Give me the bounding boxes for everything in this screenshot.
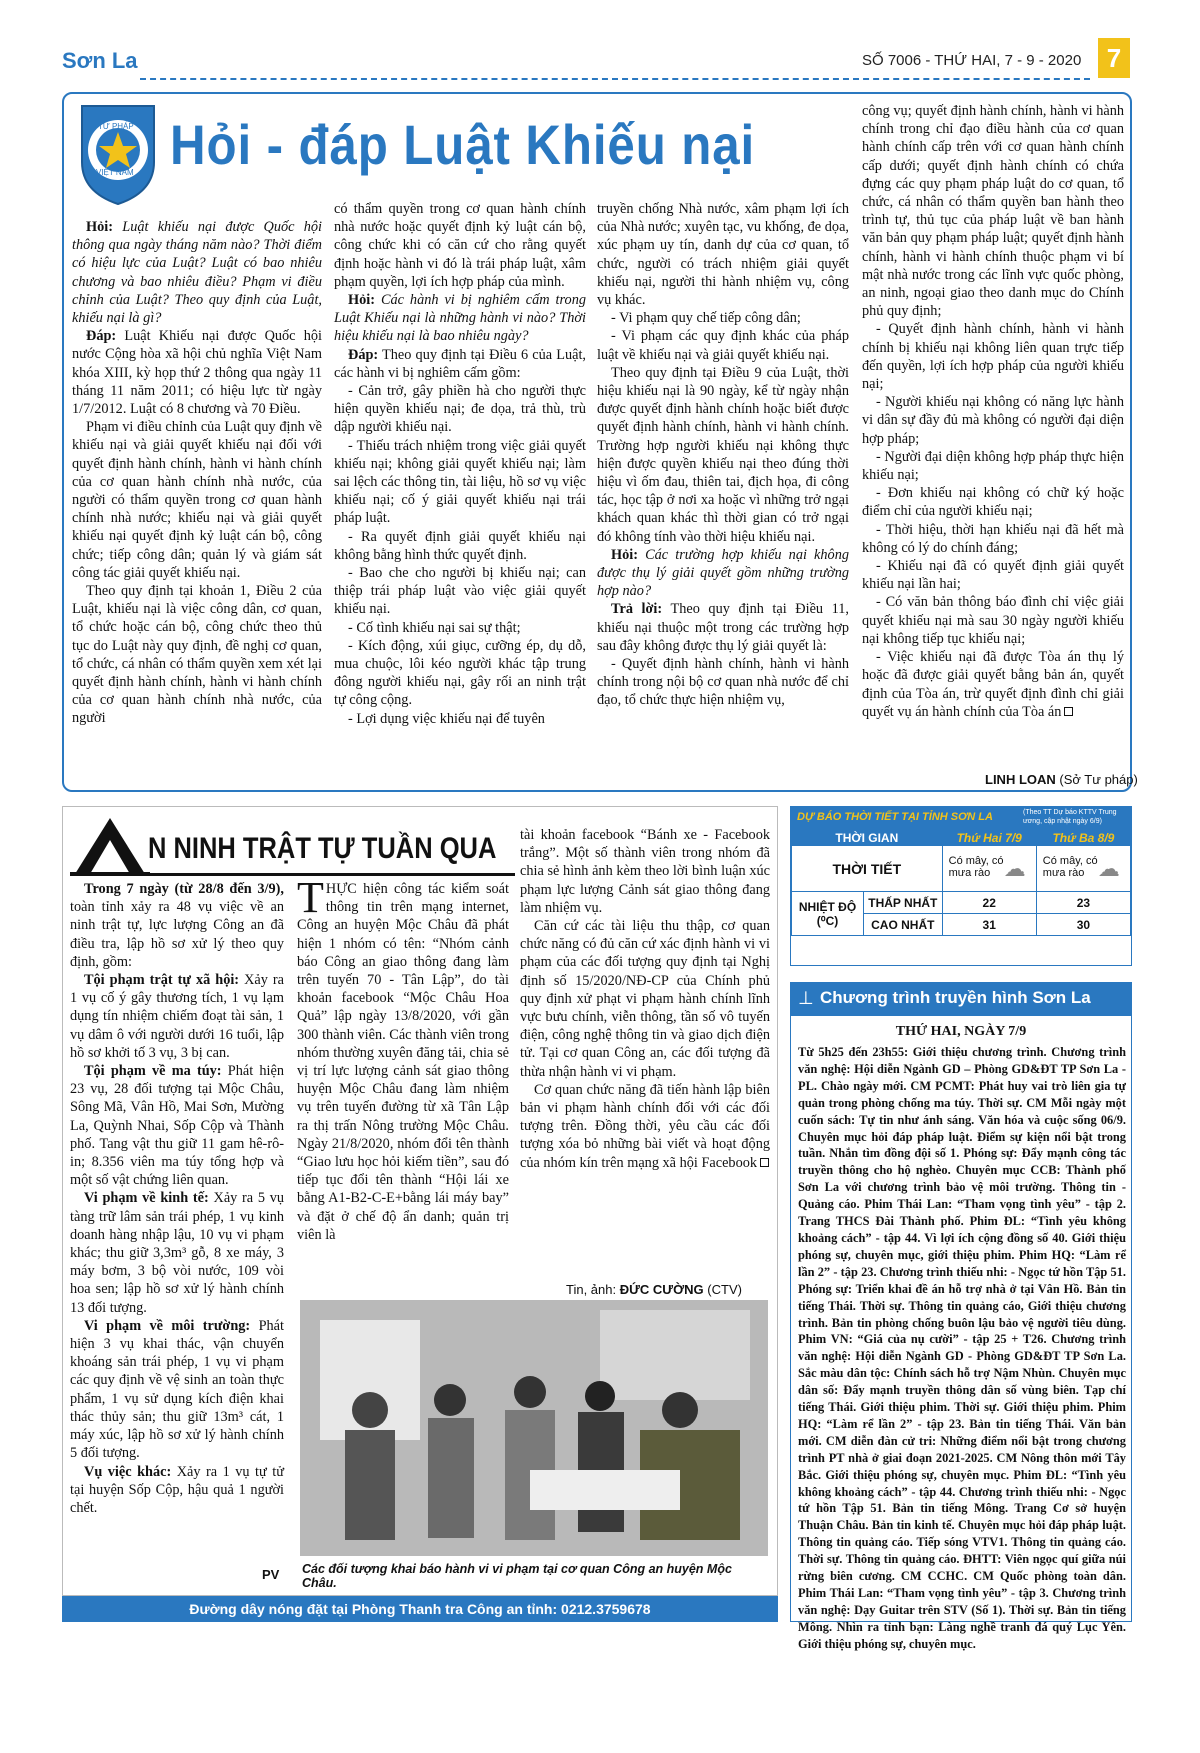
- high-label: CAO NHẤT: [864, 914, 943, 936]
- paragraph-text: - Thiếu trách nhiệm trong việc giải quyết khiếu nại; không giải quyết khiếu nại; làm sai lệch các thông tin, tài liệu, hồ sơ vụ việc khiếu nại; cố ý giải quyết khiếu nại trái pháp luật.: [334, 437, 586, 527]
- paragraph-text: Phạm vi điều chỉnh của Luật quy định về khiếu nại và giải quyết khiếu nại đối với quyết định hành chính, hành vi hành chính của cơ quan hành chính nhà nước, của người có thẩm quyền trong cơ quan hành chính nhà nước; khiếu nại và giải quyết khiếu nại quyết định kỷ luật cán bộ, công chức; tiếp công dân; quản lý và giám sát công tác giải quyết khiếu nại.: [72, 419, 322, 581]
- anninh-col2: [297, 873, 509, 1244]
- end-mark-icon: [1064, 707, 1073, 716]
- high1: 31: [942, 914, 1036, 936]
- col-time: THỜI GIAN: [792, 830, 943, 846]
- anninh-title-text: N NINH TRẬT TỰ TUẦN QUA: [148, 832, 497, 865]
- tu-phap-emblem: [76, 102, 160, 206]
- paragraph-lead: Đáp:: [348, 346, 379, 363]
- tv-body: Từ 5h25 đến 23h55: Giới thiệu chương trình. Chương trình văn nghệ: Hội diễn Ngành GD – Phòng GD&ĐT TP Sơn La - PL. Chào ngày mới. CM PCMT: Phát huy vai trò liên gia tự quản trong phòng chống ma túy. Thời sự. CM Mỗi ngày một cuốn sách: Tự tin như ánh sáng. Văn hóa và cuộc sống 06/9. Chuyên mục hỏi đáp pháp luật. Điểm sự kiện nổi bật trong tuần. Nhắn tìm đồng đội số 1. Phóng sự: Đẩy mạnh công tác truyền thông cho hộ nghèo. Chuyên mục CCB: Thành phố Sơn La với chương trình bảo vệ môi trường. Thông tin - Quảng cáo. Phim Thái Lan: “Tham vọng tình yêu” - tập 2. Trang THCS Đài Thành phố. Phim ĐL: “Tình yêu không khoảng cách” - tập 44. Vì lợi ích cộng đồng số 40. Giới thiệu phóng sự, chuyên mục, giới thiệu phim. Phim HQ: “Làm rể lần 2” - tập 23. Chương trình thiếu nhi: - Ngọc tứ hồn Tập 51. Phóng sự: Triển khai đề án hỗ trợ nhà ở tại Vân Hồ. Bản tin tiếng Thái. Thời sự. Thông tin quảng cáo, Giới thiệu chương trình. Bản tin phòng chống buôn lậu bảo vệ người tiêu dùng. Phim VN: “Giá của nụ cười” - tập 25 + T26. Chương trình văn nghệ: Hội diễn Ngành GD - Phòng GD&ĐT TP Sơn La. Sắc màu dân tộc: Chính sách hỗ trợ Nậm Nhùn. Chuyên mục dân số: Đẩy mạnh truyền thông dân số vùng biên. Tạp chí tiếng Thái. Giới thiệu phim. Thời sự. Giới thiệu phim. Phim HQ: “Làm rể lần 2” - tập 23. Bản tin tiếng Thái. Văn bản mới. CM diễn đàn cử tri: Những điểm nổi bật trong chương trình PT nhà ở giai đoạn 2021-2025. CM Nông thôn mới Tây Bắc. Giới thiệu phóng sự, chuyên mục. Phim ĐL: “Tình yêu không khoảng cách” - tập 44. Chương trình thiếu nhi: - Ngọc tứ hồn Tập 51. Bản tin tiếng Mông. Trang Cơ sở huyện Thuận Châu. Bản tin kinh tế. Chuyên mục hỏi đáp pháp luật. Thông tin quảng cáo. Tiếp sóng VTV1. Thông tin quảng cáo. Thời sự. Thông tin quảng cáo. ĐHTT: Viên ngọc quí giữa núi rừng biên cương. CM CCHC. CM Quốc phòng toàn dân. Phim Thái Lan: “Tham vọng tình yêu” - tập 3. Chương trình văn nghệ: Dạy Guitar trên STV (Số 1). Thời sự. Bản tin tiếng Mông. Nhìn ra tỉnh bạn: Làng nghề tranh đá quý Lục Yên. Giới thiệu phóng sự, chuyên mục.: [798, 1045, 1126, 1651]
- paragraph-text: - Đơn khiếu nại không có chữ ký hoặc điểm chỉ của người khiếu nại;: [862, 485, 1124, 520]
- photo-credit: [566, 1282, 742, 1297]
- paragraph-text: Theo quy định tại Điều 11, khiếu nại thuộc một trong các trường hợp sau đây không được thụ lý giải quyết là:: [597, 601, 849, 654]
- paragraph: [334, 437, 586, 528]
- paragraph: [334, 382, 586, 437]
- paragraph: [334, 200, 586, 291]
- paragraph: [597, 655, 849, 710]
- paragraph: [334, 346, 586, 382]
- paragraph: [862, 393, 1124, 448]
- article1-col1: [72, 218, 322, 728]
- paragraph-lead: Hỏi:: [86, 219, 114, 235]
- paragraph: [334, 564, 586, 619]
- issue-info: SỐ 7006 - THỨ HAI, 7 - 9 - 2020: [862, 52, 1082, 69]
- paragraph-text: Căn cứ các tài liệu thu thập, cơ quan chức năng có đủ căn cứ xác định hành vi vi phạm của các đối tượng quy định tại Nghị định số 15/2020/NĐ-CP của Chính phủ quy định xử phạt vi phạm hành chính lĩnh vực bưu chính, viễn thông, tần số vô tuyến điện, công nghệ thông tin và giao dịch điện tử. Tại cơ quan Công an, các đối tượng đã thừa nhận hành vi vi phạm.: [520, 918, 770, 1080]
- paragraph-text: Xảy ra 1 vụ tự tử tại huyện Sốp Cộp, hậu quả 1 người chết.: [70, 1463, 284, 1516]
- paragraph-lead: Vi phạm về môi trường:: [84, 1317, 251, 1334]
- article1-col4: [862, 102, 1124, 721]
- paragraph: [862, 320, 1124, 393]
- paragraph-lead: Trả lời:: [611, 601, 663, 618]
- paragraph: [334, 528, 586, 564]
- weather-title: DỰ BÁO THỜI TIẾT TẠI TỈNH SƠN LA: [797, 811, 993, 823]
- paragraph-text: toàn tỉnh xảy ra 48 vụ việc về an ninh trật tự, lực lượng Công an đã điều tra, lập hồ sơ xử lý theo quy định, gồm:: [70, 899, 284, 970]
- paragraph-lead: Hỏi:: [611, 546, 639, 563]
- day2: Thứ Ba 8/9: [1036, 830, 1130, 846]
- cond1: Có mây, có mưa rào: [948, 855, 1004, 879]
- article1-col3: [597, 200, 849, 710]
- header-rule: [140, 78, 1090, 80]
- hotline-bar: Đường dây nóng đặt tại Phòng Thanh tra Công an tỉnh: 0212.3759678: [62, 1596, 778, 1622]
- paragraph-text: - Ra quyết định giải quyết khiếu nại không bằng hình thức quyết định.: [334, 528, 586, 563]
- author-org: (Sở Tư pháp): [1059, 772, 1138, 787]
- paragraph-text: Theo quy định tại Điều 6 của Luật, các hành vi bị nghiêm cấm gồm:: [334, 346, 586, 381]
- paragraph: [70, 1189, 284, 1316]
- paragraph-question: Luật khiếu nại được Quốc hội thông qua ngày tháng năm nào? Thời điểm có hiệu lực của Luật? Luật có bao nhiêu chương và bao nhiêu điều? Phạm vi điều chỉnh của Luật? Theo quy định của Luật, khiếu nại là gì?: [72, 219, 322, 327]
- cloud-rain-icon: ☁: [1097, 856, 1120, 881]
- paragraph-text: - Cản trở, gây phiền hà cho người thực hiện quyền khiếu nại; đe dọa, trả thù, trù dập người khiếu nại.: [334, 383, 586, 436]
- anninh-col3: [520, 826, 770, 1172]
- paragraph-lead: Đáp:: [86, 328, 117, 345]
- paragraph: [597, 364, 849, 546]
- paragraph: [862, 102, 1124, 320]
- credit-name: ĐỨC CƯỜNG: [619, 1282, 704, 1297]
- news-photo: [300, 1300, 768, 1556]
- paragraph: [862, 448, 1124, 484]
- paragraph-lead: Trong 7 ngày (từ 28/8 đến 3/9),: [84, 881, 284, 897]
- paragraph: [520, 826, 770, 917]
- paragraph-lead: Vi phạm về kinh tế:: [84, 1190, 209, 1207]
- weather-source: (Theo TT Dự báo KTTV Trung ương, cập nhật ngày 6/9): [1023, 809, 1117, 825]
- paragraph-question: Các trường hợp khiếu nại không được thụ lý giải quyết gồm những trường hợp nào?: [597, 546, 849, 600]
- paragraph-text: - Quyết định hành chính, hành vi hành chính bị khiếu nại không liên quan trực tiếp đến quyền, lợi ích hợp pháp của người khiếu nại;: [862, 321, 1124, 393]
- paragraph: [72, 218, 322, 327]
- paragraph-text: Cơ quan chức năng đã tiến hành lập biên bản vi phạm hành chính đối với các đối tượng trên. Đồng thời, yêu cầu các đối tượng xóa bỏ những bài viết và hoạt động của nhóm kín trên mạng xã hội Facebook: [520, 1081, 770, 1171]
- paragraph-text: có thẩm quyền trong cơ quan hành chính nhà nước hoặc quyết định kỷ luật cán bộ, công chức khi có căn cứ cho rằng quyết định hoặc hành vi đó là trái pháp luật, xâm phạm quyền, lợi ích hợp pháp của mình.: [334, 201, 586, 290]
- weather-box: [790, 806, 1132, 966]
- emblem-text-top: TƯ PHÁP: [98, 122, 134, 131]
- article1-byline: [985, 772, 1138, 787]
- photo-caption: Các đối tượng khai báo hành vi vi phạm tại cơ quan Công an huyện Mộc Châu.: [302, 1562, 732, 1590]
- anninh-title: [70, 816, 520, 876]
- paragraph: [334, 637, 586, 710]
- paragraph-text: - Việc khiếu nại đã được Tòa án thụ lý hoặc đã được giải quyết bằng bản án, quyết định của Tòa án, trừ quyết định đình chỉ giải quyết vụ án hành chính của Tòa án: [862, 649, 1124, 720]
- paragraph: [862, 593, 1124, 648]
- paragraph: [334, 619, 586, 637]
- paragraph-text: - Kích động, xúi giục, cưỡng ép, dụ dỗ, mua chuộc, lôi kéo người khác tập trung đông người khiếu nại, gây rối an ninh trật tự công cộng.: [334, 637, 586, 709]
- paragraph-text: - Khiếu nại đã có quyết định giải quyết khiếu nại lần hai;: [862, 558, 1124, 593]
- col2-text: HỰC hiện công tác kiểm soát thông tin trên mạng internet, Công an huyện Mộc Châu đã phát hiện 1 nhóm có tên: “Nhóm cảnh báo Công an giao thông đang làm trên tuyến 70 - Tân Lập”, do tài khoản facebook “Mộc Châu Hoa Quả” lập ngày 13/8/2020, với gần 300 thành viên. Các thành viên trong nhóm thường xuyên đăng tải, chia sẻ vị trí lực lượng cảnh sát giao thông huyện Mộc Châu đang làm nhiệm vụ trên tuyến đường từ xã Tân Lập ra thị trấn Nông trường Mộc Châu. Ngày 21/8/2020, nhóm đổi tên thành “Giao lưu học hỏi kiếm tiền”, sau đó tiếp tục đổi tên thành “Hội lái xe bằng A1-B2-C-E+bằng lái máy bay” và đặt ở chế độ ẩn danh; quản trị viên là: [297, 881, 509, 1243]
- paragraph: [597, 309, 849, 327]
- high2: 30: [1036, 914, 1130, 936]
- emblem-text-bottom: VIỆT NAM: [96, 168, 134, 177]
- paragraph: [72, 582, 322, 728]
- paragraph-text: - Quyết định hành chính, hành vi hành chính trong nội bộ cơ quan nhà nước để chỉ đạo, tổ chức thực hiện nhiệm vụ,: [597, 656, 849, 709]
- paragraph: [862, 648, 1124, 721]
- paragraph-text: - Bao che cho người bị khiếu nại; can thiệp trái pháp luật vào việc giải quyết khiếu nại.: [334, 565, 586, 618]
- low1: 22: [942, 892, 1036, 914]
- article1-col2: [334, 200, 586, 728]
- end-mark-icon: [760, 1158, 769, 1167]
- paragraph: [72, 418, 322, 582]
- paragraph: [334, 710, 586, 728]
- paragraph-text: - Vi phạm các quy định khác của pháp luật về khiếu nại và giải quyết khiếu nại.: [597, 328, 849, 363]
- paragraph-text: truyền chống Nhà nước, xâm phạm lợi ích của Nhà nước; xuyên tạc, vu khống, đe dọa, xúc phạm uy tín, danh dự của cơ quan, tổ chức, người có trách nhiệm giải quyết khiếu nại, người thi hành nhiệm vụ, công vụ khác.: [597, 201, 849, 309]
- paragraph: [862, 557, 1124, 593]
- paragraph-text: - Người đại diện không hợp pháp thực hiện khiếu nại;: [862, 448, 1124, 484]
- paragraph-lead: Vụ việc khác:: [84, 1463, 172, 1480]
- cloud-rain-icon: ☁: [1003, 856, 1026, 881]
- low-label: THẤP NHẤT: [864, 892, 943, 914]
- paragraph: [334, 291, 586, 346]
- paragraph: [72, 327, 322, 418]
- paragraph: [597, 200, 849, 309]
- row-temp: NHIỆT ĐỘ (⁰C): [792, 892, 864, 936]
- paragraph: [597, 327, 849, 363]
- credit-label: Tin, ảnh:: [566, 1282, 617, 1297]
- paragraph-text: - Vi phạm quy chế tiếp công dân;: [611, 310, 801, 327]
- paragraph-text: - Thời hiệu, thời hạn khiếu nại đã hết mà không có lý do chính đáng;: [862, 521, 1124, 556]
- credit-org: (CTV): [707, 1282, 742, 1297]
- paragraph: [520, 1081, 770, 1172]
- paragraph-question: Các hành vi bị nghiêm cấm trong Luật Khiếu nại là những hành vi nào? Thời hiệu khiếu nại là bao nhiêu ngày?: [334, 292, 586, 345]
- paragraph-text: - Lợi dụng việc khiếu nại để tuyên: [348, 710, 545, 727]
- paragraph-text: Phát hiện 3 vụ khai thác, vận chuyển khoáng sản trái phép, 1 vụ vi phạm các quy định về vệ sinh an toàn thực phẩm, 1 vụ sử dụng kích điện khai thác thủy sản; thu giữ 13m³ cát, 1 máy xúc, lập hồ sơ xử lý hành chính 5 đối tượng.: [70, 1317, 284, 1462]
- dropcap: T: [297, 873, 324, 922]
- paragraph: [70, 1062, 284, 1189]
- paragraph: [70, 1317, 284, 1463]
- page-number: 7: [1098, 38, 1130, 78]
- paragraph: [70, 1463, 284, 1518]
- paragraph-lead: Tội phạm trật tự xã hội:: [84, 972, 240, 989]
- paragraph: [597, 600, 849, 655]
- paragraph-text: Theo quy định tại Điều 9 của Luật, thời hiệu khiếu nại là 90 ngày, kể từ ngày nhận được quyết định hành chính hoặc biết được quyết định hành chính, hành vi hành chính. Trường hợp người khiếu nại không thực hiện được quyền khiếu nại theo đúng thời hiệu vì ốm đau, thiên tai, địch họa, đi công tác, học tập ở nơi xa hoặc vì những trở ngại khách quan khác thì thời gian có trở ngại đó không tính vào thời hiệu khiếu nại.: [597, 364, 849, 545]
- day1: Thứ Hai 7/9: [942, 830, 1036, 846]
- paragraph-text: tài khoản facebook “Bánh xe - Facebook trắng”. Một số thành viên trong nhóm đã chia sẻ hình ảnh kèm theo lời bình luận xúc phạm lực lượng Cảnh sát giao thông đang làm nhiệm vụ.: [520, 827, 770, 916]
- tv-date: THỨ HAI, NGÀY 7/9: [895, 1024, 1027, 1039]
- paragraph-lead: Tội phạm về ma túy:: [84, 1063, 222, 1080]
- article1-title: Hỏi - đáp Luật Khiếu nại: [170, 113, 756, 176]
- paragraph-text: Luật Khiếu nại được Quốc hội nước Cộng hòa xã hội chủ nghĩa Việt Nam khóa XIII, kỳ họp thứ 2 thông qua ngày 11 tháng 11 năm 2011; có hiệu lực từ ngày 1/7/2012. Luật có 8 chương và 70 Điều.: [72, 328, 322, 418]
- anninh-col1-author: PV: [262, 1567, 280, 1582]
- paragraph-text: Xảy ra 5 vụ tàng trữ lâm sản trái phép, 1 vụ kinh doanh hàng nhập lậu, 10 vụ vi phạm khác; thu giữ 3,3m³ gỗ, 8 xe máy, 3 máy bơm, 3 bộ vòi nước, 109 vòi hoa sen; lập hồ sơ xử lý hành chính 13 đối tượng.: [70, 1190, 285, 1316]
- paragraph-text: - Người khiếu nại không có năng lực hành vi dân sự đầy đủ mà không có người đại diện hợp pháp;: [862, 394, 1124, 447]
- anninh-title-underline: [70, 873, 515, 876]
- row-weather: THỜI TIẾT: [792, 846, 943, 892]
- paragraph: [597, 546, 849, 601]
- antenna-icon: ⊥: [798, 988, 814, 1008]
- paragraph: [862, 484, 1124, 520]
- paragraph-text: Theo quy định tại khoản 1, Điều 2 của Luật, khiếu nại là việc công dân, cơ quan, tổ chức hoặc cán bộ, công chức theo thủ tục do Luật này quy định, đề nghị cơ quan, tổ chức, cá nhân có thẩm quyền xem xét lại quyết định hành chính, hành vi hành chính của cơ quan hành chính nhà nước, của người: [72, 583, 322, 727]
- tv-title: Chương trình truyền hình Sơn La: [820, 988, 1091, 1007]
- paragraph-text: Phát hiện 23 vụ, 28 đối tượng tại Mộc Châu, Sông Mã, Vân Hồ, Mai Sơn, Mường La, Quỳnh Nhai, Sốp Cộp và Thành phố. Tang vật thu giữ 11 gam hê-rô-in; 8.356 viên ma túy tổng hợp và một số vật chứng liên quan.: [70, 1063, 284, 1189]
- paragraph-text: Xảy ra 1 vụ cố ý gây thương tích, 1 vụ lạm dụng tín nhiệm chiếm đoạt tài sản, 1 vụ dâm ô với người dưới 16 tuổi, lập hồ sơ khởi tố 3 vụ, 3 bị can.: [70, 972, 284, 1061]
- paragraph: [70, 971, 284, 1062]
- anninh-col1: [70, 880, 284, 1517]
- low2: 23: [1036, 892, 1130, 914]
- paragraph-text: - Có văn bản thông báo đình chỉ việc giải quyết khiếu nại mà sau 30 ngày người khiếu nại không tiếp tục khiếu nại;: [862, 594, 1124, 647]
- paragraph: [520, 917, 770, 1081]
- paragraph-text: - Cố tình khiếu nại sai sự thật;: [348, 619, 521, 636]
- paragraph-text: công vụ; quyết định hành chính, hành vi hành chính trong chỉ đạo điều hành của cơ quan hành chính cấp trên với cơ quan hành chính cấp dưới; quyết định hành chính có chứa đựng các quy phạm pháp luật do cơ quan, tổ chức, cá nhân có thẩm quyền ban hành theo trình tự, thủ tục của pháp luật về ban hành văn bản quy phạm pháp luật; quyết định hành chính, hành vi hành chính thuộc phạm vi bí mật nhà nước trong các lĩnh vực quốc phòng, an ninh, ngoại giao theo danh mục do Chính phủ quy định;: [862, 103, 1124, 320]
- section-name: Sơn La: [62, 48, 138, 73]
- author-name: LINH LOAN: [985, 772, 1056, 787]
- cond2: Có mây, có mưa rào: [1042, 855, 1098, 879]
- tv-header: [790, 982, 1132, 1016]
- paragraph-lead: Hỏi:: [348, 292, 376, 309]
- paragraph: [70, 880, 284, 971]
- paragraph: [862, 521, 1124, 557]
